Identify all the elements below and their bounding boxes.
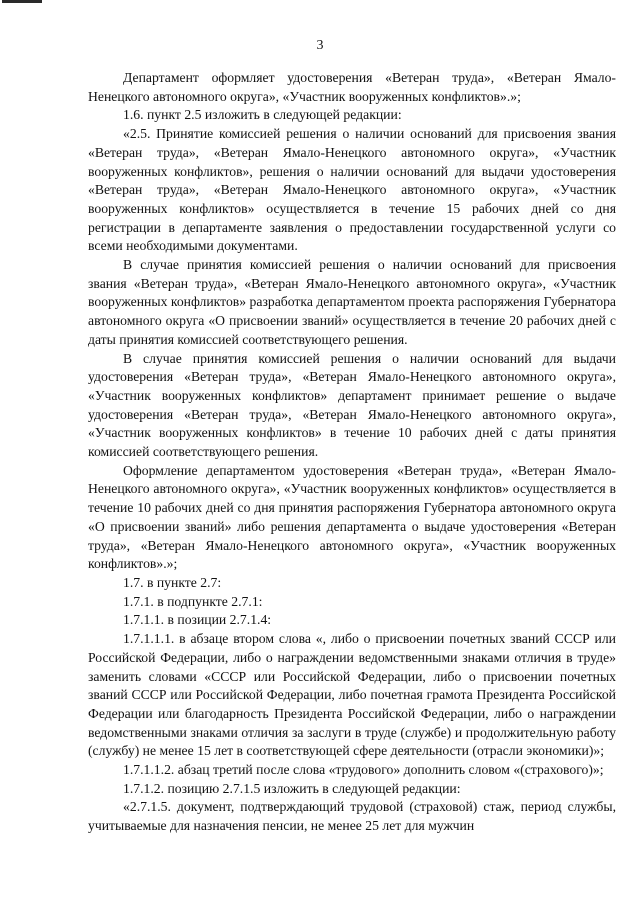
paragraph: 1.7.1.2. позицию 2.7.1.5 изложить в следующей редакции: [123,780,461,796]
document-body [88,69,616,836]
paragraph: Оформление департаментом удостоверения «Ветеран труда», «Ветеран Ямало-Ненецкого автономного округа», «Участник вооруженных конфликтов» осуществляется в течение 10 рабочих дней со дня принятия распоряжения Губернатора автономного округа «О присвоении званий» либо решения департамента о выдаче удостоверения «Ветеран труда», «Ветеран Ямало-Ненецкого автономного округа», «Участник вооруженных конфликтов».»; [88,462,616,572]
paragraph: 1.7. в пункте 2.7: [123,574,222,590]
paragraph: «2.7.1.5. документ, подтверждающий трудовой (страховой) стаж, период службы, учитываемые для назначения пенсии, не менее 25 лет для мужчин [88,799,616,834]
page-number: 3 [316,38,324,53]
paragraph: Департамент оформляет удостоверения «Ветеран труда», «Ветеран Ямало-Ненецкого автономного округа», «Участник вооруженных конфликтов».»; [88,70,616,104]
paragraph: «2.5. Принятие комиссией решения о наличии оснований для присвоения звания «Ветеран труда», «Ветеран Ямало-Ненецкого автономного округа», «Участник вооруженных конфликтов», решения о наличии оснований для выдачи удостоверения «Ветеран труда», «Ветеран Ямало-Ненецкого автономного округа», «Участник вооруженных конфликтов» осуществляется в течение 15 рабочих дней со дня регистрации в департаменте заявления о предоставлении государственной услуги со всеми необходимыми документами. [88,126,616,254]
paragraph: 1.6. пункт 2.5 изложить в следующей редакции: [123,107,402,123]
paragraph: В случае принятия комиссией решения о наличии оснований для выдачи удостоверения «Ветеран труда», «Ветеран Ямало-Ненецкого автономного округа», «Участник вооруженных конфликтов» департамент принимает решение о выдаче удостоверения «Ветеран труда», «Ветеран Ямало-Ненецкого автономного округа», «Участник вооруженных конфликтов» в течение 10 рабочих дней с даты принятия комиссией соответствующего решения. [88,350,616,460]
paragraph: 1.7.1.1. в позиции 2.7.1.4: [123,612,272,628]
paragraph: 1.7.1. в подпункте 2.7.1: [123,593,263,609]
paragraph: В случае принятия комиссией решения о наличии оснований для присвоения звания «Ветеран труда», «Ветеран Ямало-Ненецкого автономного округа», «Участник вооруженных конфликтов» разработка департаментом проекта распоряжения Губернатора автономного округа «О присвоении званий» осуществляется в течение 20 рабочих дней с даты принятия комиссией соответствующего решения. [88,257,616,347]
scan-edge-mark [2,0,42,3]
paragraph: 1.7.1.1.2. абзац третий после слова «трудового» дополнить словом «(страхового)»; [123,762,604,778]
paragraph: 1.7.1.1.1. в абзаце втором слова «, либо о присвоении почетных званий СССР или Российской Федерации, либо о награждении ведомственными знаками отличия в труде» заменить словами «СССР или Российской Федерации, либо о присвоении почетных званий СССР или Российской Федерации, либо почетная грамота Президента Российской Федерации или благодарность Президента Российской Федерации, либо о награждении ведомственными знаками отличия за заслуги в труде (службе) и продолжительную работу (службу) не менее 15 лет в соответствующей сфере деятельности (отрасли экономики)»; [88,631,616,759]
